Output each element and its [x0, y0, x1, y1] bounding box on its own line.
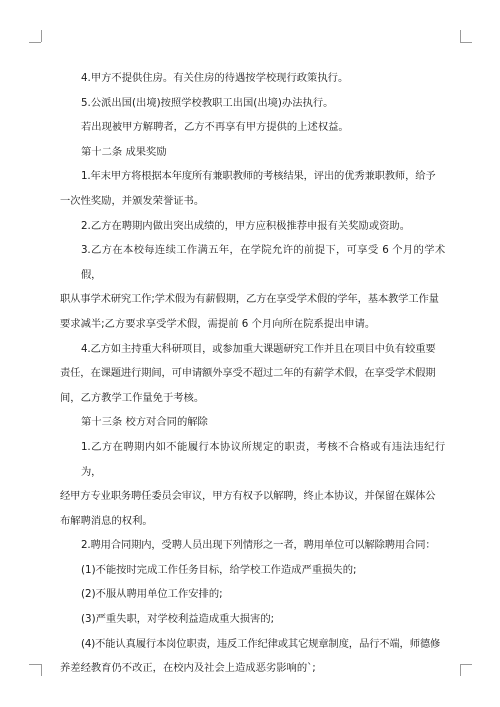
document-body [60, 66, 445, 681]
paragraph [60, 91, 445, 116]
list-item [60, 582, 445, 607]
heading-text: 第十二条 成果奖励 [81, 145, 167, 158]
text-line: 经甲方专业职务聘任委员会审议，甲方有权予以解聘，终止本协议，并保留在媒体公 [60, 490, 436, 503]
list-item [60, 558, 445, 583]
text-line: 若出现被甲方解聘者，乙方不再享有甲方提供的上述权益。 [81, 121, 349, 134]
paragraph [60, 238, 445, 336]
text-line: (1)不能按时完成工作任务目标，给学校工作造成严重损失的; [81, 563, 357, 576]
heading-text: 第十三条 校方对合同的解除 [81, 416, 208, 429]
text-line: 1.乙方在聘期内如不能履行本协议所规定的职责，考核不合格或有违法违纪行为， [81, 440, 445, 478]
text-line: 养差经教育仍不改正，在校内及社会上造成恶劣影响的`; [60, 662, 316, 675]
text-line: 2.乙方在聘期内做出突出成绩的，甲方应积极推荐申报有关奖励或资助。 [81, 219, 411, 232]
crop-mark-bottom-left-h [29, 664, 41, 665]
text-line: 4.乙方如主持重大科研项目，或参加重大课题研究工作并且在项目中负有较重要 [81, 342, 436, 355]
text-line: 责任，在课题进行期间，可申请额外享受不超过二年的有薪学术假，在享受学术假期 [60, 367, 436, 380]
text-line: (3)严重失职，对学校利益造成重大损害的; [81, 613, 275, 626]
crop-mark-top-right-h [460, 42, 472, 43]
paragraph [60, 66, 445, 91]
text-line: 要求减半;乙方要求享受学术假，需提前 6 个月向所在院系提出申请。 [60, 317, 376, 330]
paragraph [60, 115, 445, 140]
list-item [60, 607, 445, 632]
text-line: (2)不服从聘用单位工作安排的; [81, 588, 223, 601]
text-line: 间，乙方教学工作量免于考核。 [60, 391, 205, 404]
crop-mark-bottom-right-h [460, 664, 472, 665]
section-heading [60, 140, 445, 165]
paragraph [60, 435, 445, 533]
text-line: 5.公派出国(出境)按照学校教职工出国(出境)办法执行。 [81, 96, 334, 109]
crop-mark-top-left-v [41, 30, 42, 42]
text-line: 布解聘消息的权利。 [60, 514, 153, 527]
text-line: (4)不能认真履行本岗位职责，违反工作纪律或其它规章制度，品行不端，师德修 [81, 637, 441, 650]
crop-mark-bottom-left-v [41, 664, 42, 676]
text-line: 4.甲方不提供住房。有关住房的待遇按学校现行政策执行。 [81, 72, 349, 84]
text-line: 2.聘用合同期内，受聘人员出现下列情形之一者，聘用单位可以解除聘用合同： [81, 539, 436, 552]
crop-mark-top-right-v [460, 30, 461, 42]
paragraph [60, 533, 445, 558]
crop-mark-bottom-right-v [460, 664, 461, 676]
list-item [60, 632, 445, 681]
text-line: 一次性奖励，并颁发荣誉证书。 [60, 194, 205, 207]
section-heading [60, 410, 445, 435]
crop-mark-top-left-h [29, 42, 41, 43]
paragraph [60, 337, 445, 411]
text-line: 1.年末甲方将根据本年度所有兼职教师的考核结果，评出的优秀兼职教师，给予 [81, 170, 436, 183]
text-line: 3.乙方在本校每连续工作满五年，在学院允许的前提下，可享受 6 个月的学术假， [81, 244, 445, 281]
text-line: 职从事学术研究工作;学术假为有薪假期，乙方在享受学术假的学年，基本教学工作量 [60, 293, 439, 306]
paragraph [60, 214, 445, 239]
paragraph [60, 164, 445, 213]
